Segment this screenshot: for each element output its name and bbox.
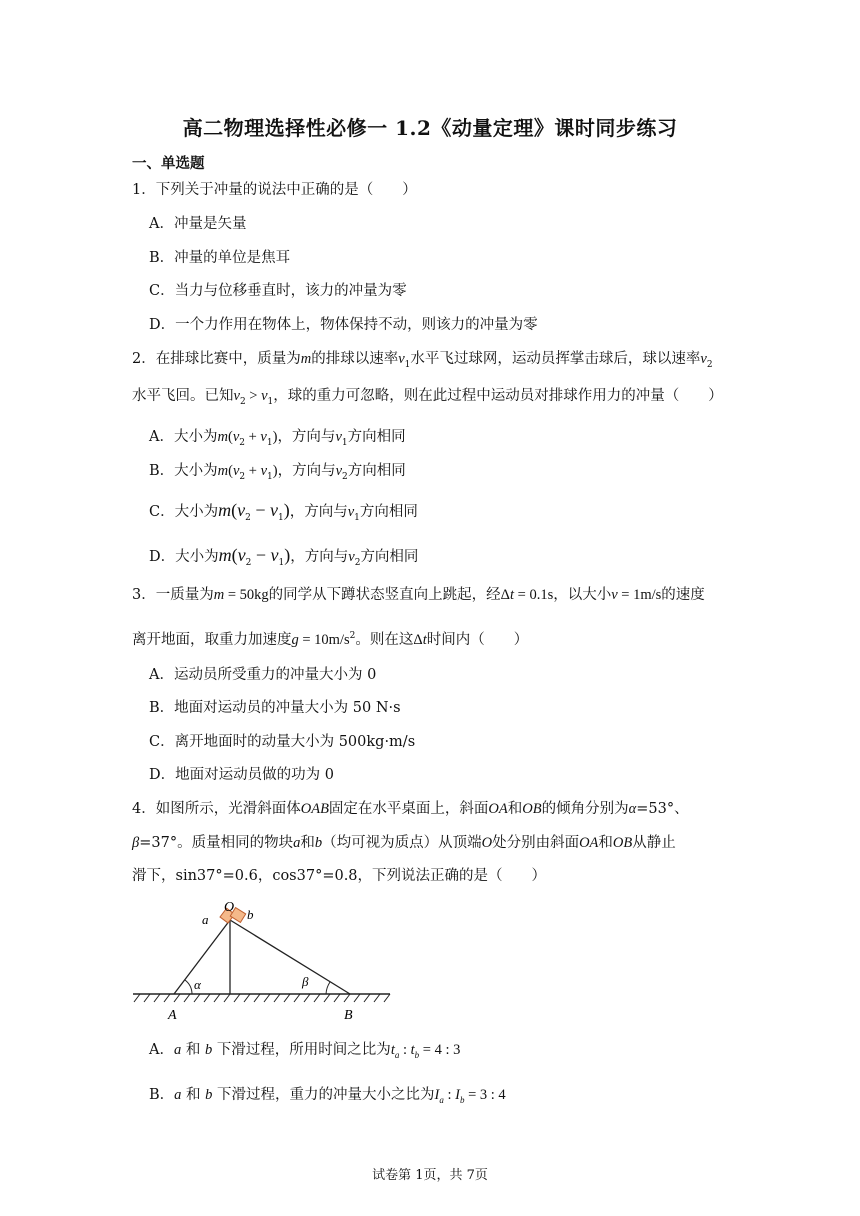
q3-option-b: B．地面对运动员的冲量大小为 50 N·s — [149, 700, 401, 716]
q2-option-c: C．大小为$m(v_2 - v_1)$，方向与$v_1$方向相同 — [149, 500, 418, 523]
label-point-b: B — [344, 1008, 353, 1023]
label-alpha: α — [194, 977, 201, 992]
q1-option-a: A．冲量是矢量 — [149, 216, 247, 232]
q4-option-b: B．a 和 b 下滑过程，重力的冲量大小之比为$I_a$ : $I_b = 3$ : 4 — [149, 1087, 506, 1105]
label-point-a: A — [168, 1008, 177, 1023]
slope-ob — [230, 920, 350, 994]
q3-option-d: D．地面对运动员做的功为 0 — [149, 767, 334, 783]
q1-stem: 1．下列关于冲量的说法中正确的是（ ） — [132, 182, 417, 198]
q2-stem-line1: 2．在排球比赛中，质量为m的排球以速率$v_1$水平飞过球网，运动员挥掌击球后，球以速率$v_2$ — [132, 351, 713, 370]
q3-option-c: C．离开地面时的动量大小为 500kg·m/s — [149, 734, 416, 750]
q4-option-a: A．a 和 b 下滑过程，所用时间之比为$t_a$ : $t_b = 4$ : 3 — [149, 1042, 461, 1060]
q1-option-d: D．一个力作用在物体上，物体保持不动，则该力的冲量为零 — [149, 317, 538, 333]
q2-option-b: B．大小为$m(v_2 + v_1)$，方向与$v_2$方向相同 — [149, 463, 406, 482]
q4-stem-line1: 4．如图所示，光滑斜面体OAB固定在水平桌面上，斜面OA和OB的倾角分别为α=53°、 — [132, 801, 689, 817]
q3-option-a: A．运动员所受重力的冲量大小为 0 — [149, 667, 377, 683]
alpha-arc — [185, 980, 192, 994]
q3-stem-line2: 离开地面，取重力加速度$g = 10m/s^2$。则在这Δt时间内（ ） — [132, 631, 529, 648]
q2-stem-line2: 水平飞回。已知$v_2 > v_1$，球的重力可忽略，则在此过程中运动员对排球作用力的冲量（ ） — [132, 388, 723, 407]
q2-option-d: D．大小为$m(v_2 - v_1)$，方向与$v_2$方向相同 — [149, 545, 419, 568]
q4-stem-line3: 滑下，sin37°=0.6，cos37°=0.8，下列说法正确的是（ ） — [132, 868, 547, 884]
q1-option-c: C．当力与位移垂直时，该力的冲量为零 — [149, 283, 407, 299]
ground-hatching — [134, 994, 390, 1002]
label-a-block: a — [202, 912, 209, 927]
q1-option-b: B．冲量的单位是焦耳 — [149, 250, 291, 266]
label-beta: β — [302, 974, 309, 989]
q2-option-a: A．大小为$m(v_2 + v_1)$，方向与$v_1$方向相同 — [149, 429, 406, 448]
incline-diagram — [128, 895, 398, 1025]
q3-stem-line1: 3．一质量为m = 50kg的同学从下蹲状态竖直向上跳起，经Δt = 0.1s，以大小v = 1m/s的速度 — [132, 587, 705, 603]
beta-arc — [326, 982, 330, 994]
slope-oa — [174, 920, 230, 994]
section-heading: 一、单选题 — [132, 155, 205, 172]
page-footer: 试卷第 1页，共 7页 — [372, 1168, 488, 1183]
q4-stem-line2: β=37°。质量相同的物块a和b（均可视为质点）从顶端O处分别由斜面OA和OB从静止 — [132, 835, 676, 851]
label-b-block: b — [247, 907, 254, 922]
page-title: 高二物理选择性必修一 1.2《动量定理》课时同步练习 — [182, 116, 678, 140]
label-o: O — [224, 900, 235, 915]
